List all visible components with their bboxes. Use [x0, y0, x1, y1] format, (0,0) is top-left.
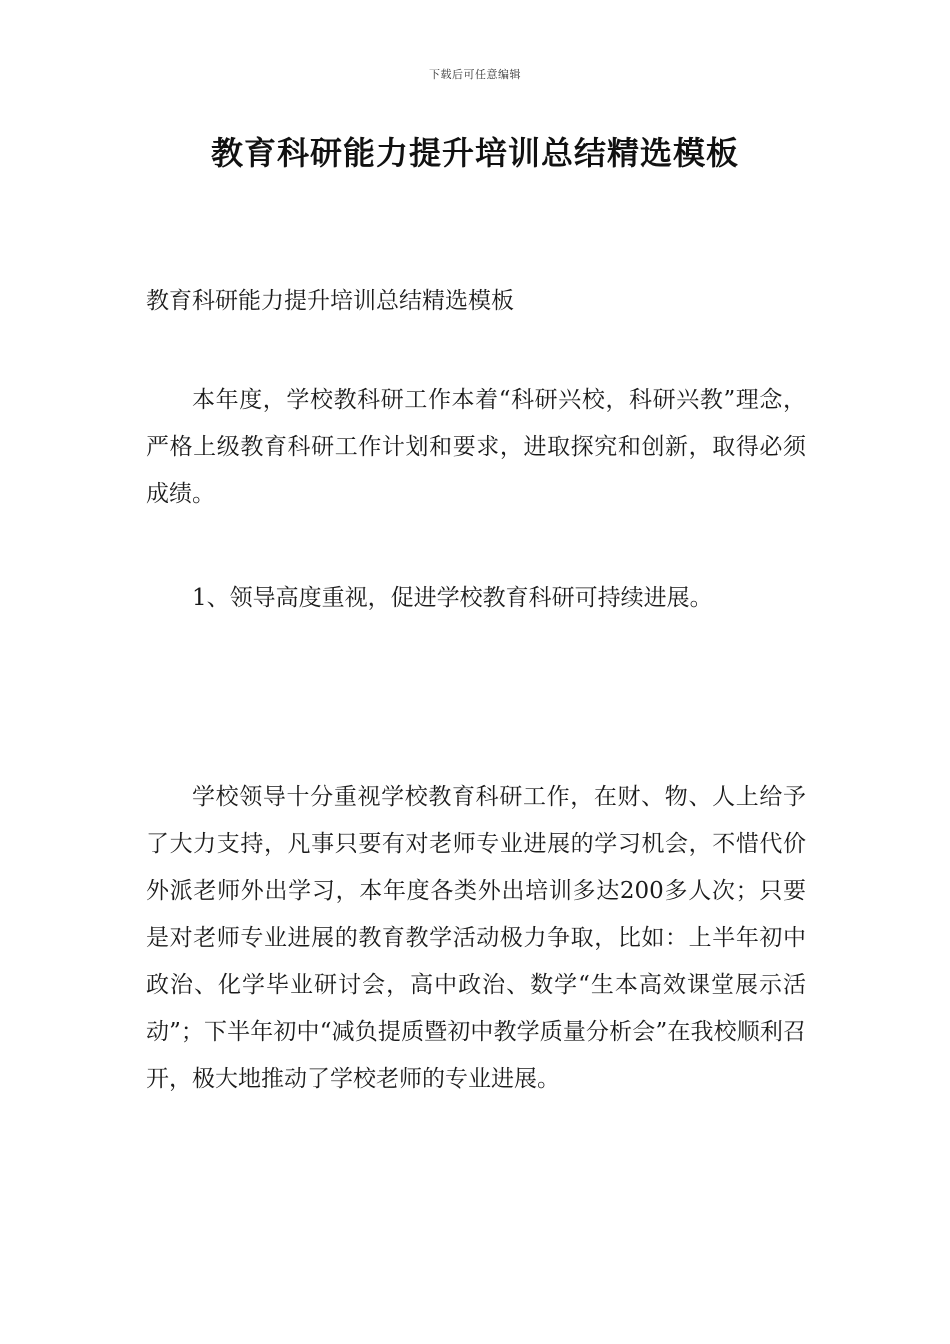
paragraph-intro: 本年度，学校教科研工作本着“科研兴校，科研兴教”理念，严格上级教育科研工作计划和要求，进取探究和创新，取得必须成绩。 — [146, 387, 806, 507]
header-note: 下载后可任意编辑 — [429, 68, 521, 81]
paragraph-section-heading: 1、领导高度重视，促进学校教育科研可持续进展。 — [192, 585, 713, 611]
paragraph-leadership-support: 学校领导十分重视学校教育科研工作，在财、物、人上给予了大力支持，凡事只要有对老师专业进展的学习机会，不惜代价外派老师外出学习，本年度各类外出培训多达200多人次；只要是对老师专业进展的教育教学活动极力争取，比如：上半年初中政治、化学毕业研讨会，高中政治、数学“生本高效课堂展示活动”；下半年初中“减负提质暨初中教学质量分析会”在我校顺利召开，极大地推动了学校老师的专业进展。 — [146, 784, 806, 1092]
document-subtitle: 教育科研能力提升培训总结精选模板 — [146, 288, 514, 314]
document-title: 教育科研能力提升培训总结精选模板 — [210, 134, 739, 172]
